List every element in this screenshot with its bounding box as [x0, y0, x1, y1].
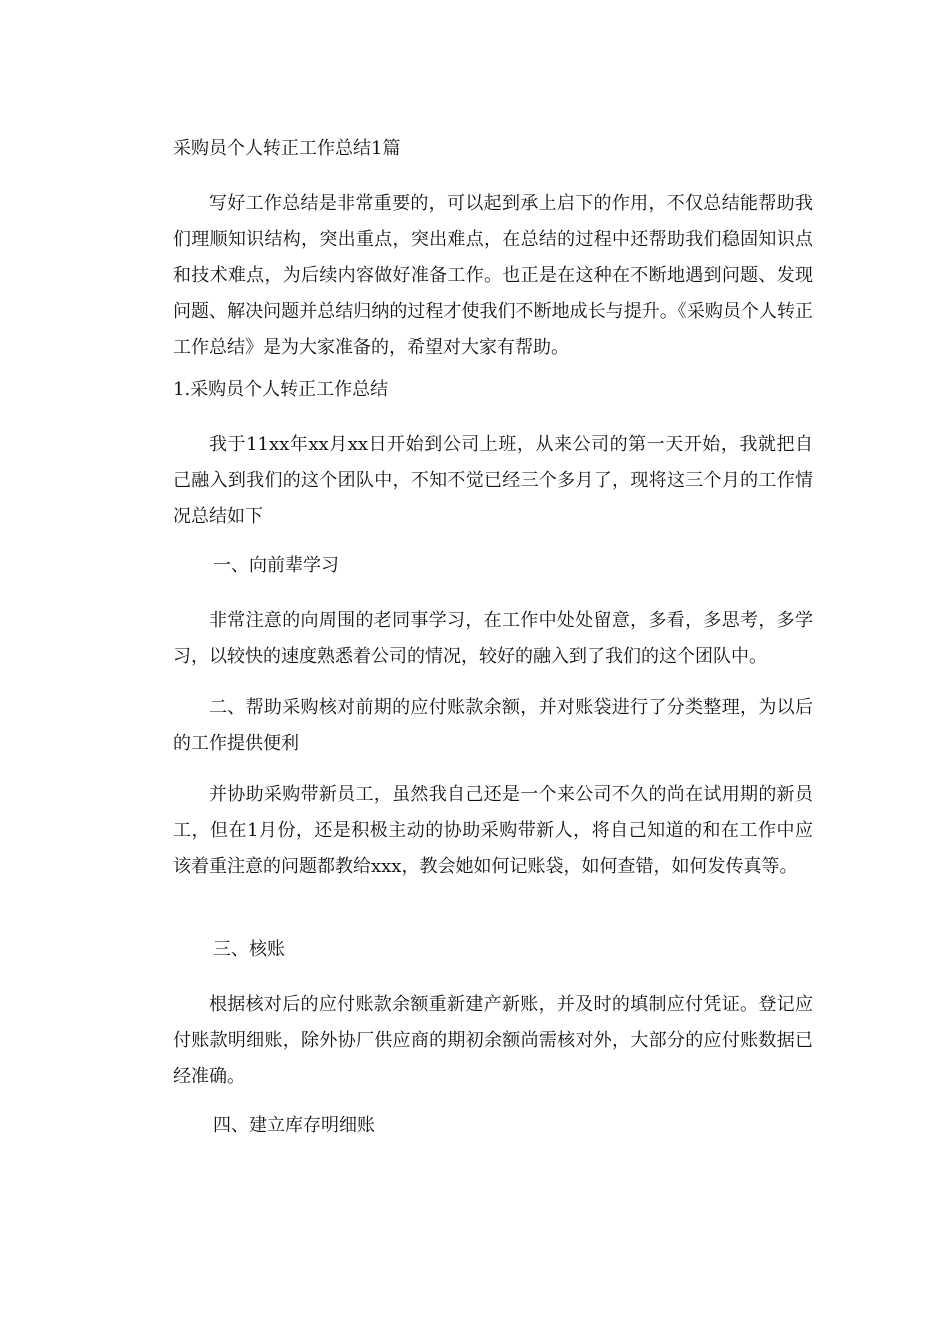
heading-accounts-payable-check: 二、帮助采购核对前期的应付账款余额，并对账袋进行了分类整理，为以后的工作提供便利: [173, 697, 813, 754]
paragraph-reconcile-accounts: 根据核对后的应付账款余额重新建产新账，并及时的填制应付凭证。登记应付账款明细账，除外协厂供应商的期初余额尚需核对外，大部分的应付账数据已经准确。: [173, 994, 813, 1087]
paragraph-train-new-staff: 并协助采购带新员工，虽然我自己还是一个来公司不久的尚在试用期的新员工，但在1月份，还是积极主动的协助采购带新人，将自己知道的和在工作中应该着重注意的问题都教给xxx，教会她如何记账袋，如何查错，如何发传真等。: [173, 784, 813, 877]
heading-learn-from-seniors: 一、向前辈学习: [213, 555, 339, 576]
intro-paragraph: 写好工作总结是非常重要的，可以起到承上启下的作用，不仅总结能帮助我们理顺知识结构，突出重点，突出难点，在总结的过程中还帮助我们稳固知识点和技术难点，为后续内容做好准备工作。也正是在这种在不断地遇到问题、发现问题、解决问题并总结归纳的过程才使我们不断地成长与提升。《采购员个人转正工作总结》是为大家准备的，希望对大家有帮助。: [173, 193, 813, 358]
paragraph-learn-from-seniors: 非常注意的向周围的老同事学习，在工作中处处留意，多看，多思考，多学习，以较快的速度熟悉着公司的情况，较好的融入到了我们的这个团队中。: [173, 610, 813, 667]
heading-reconcile-accounts: 三、核账: [213, 939, 285, 960]
document-title: 采购员个人转正工作总结1篇: [173, 138, 401, 159]
heading-inventory-ledger: 四、建立库存明细账: [213, 1115, 375, 1136]
opening-paragraph: 我于11xx年xx月xx日开始到公司上班，从来公司的第一天开始，我就把自己融入到我们的这个团队中，不知不觉已经三个多月了，现将这三个月的工作情况总结如下: [173, 434, 813, 527]
section-title: 1.采购员个人转正工作总结: [173, 379, 389, 400]
